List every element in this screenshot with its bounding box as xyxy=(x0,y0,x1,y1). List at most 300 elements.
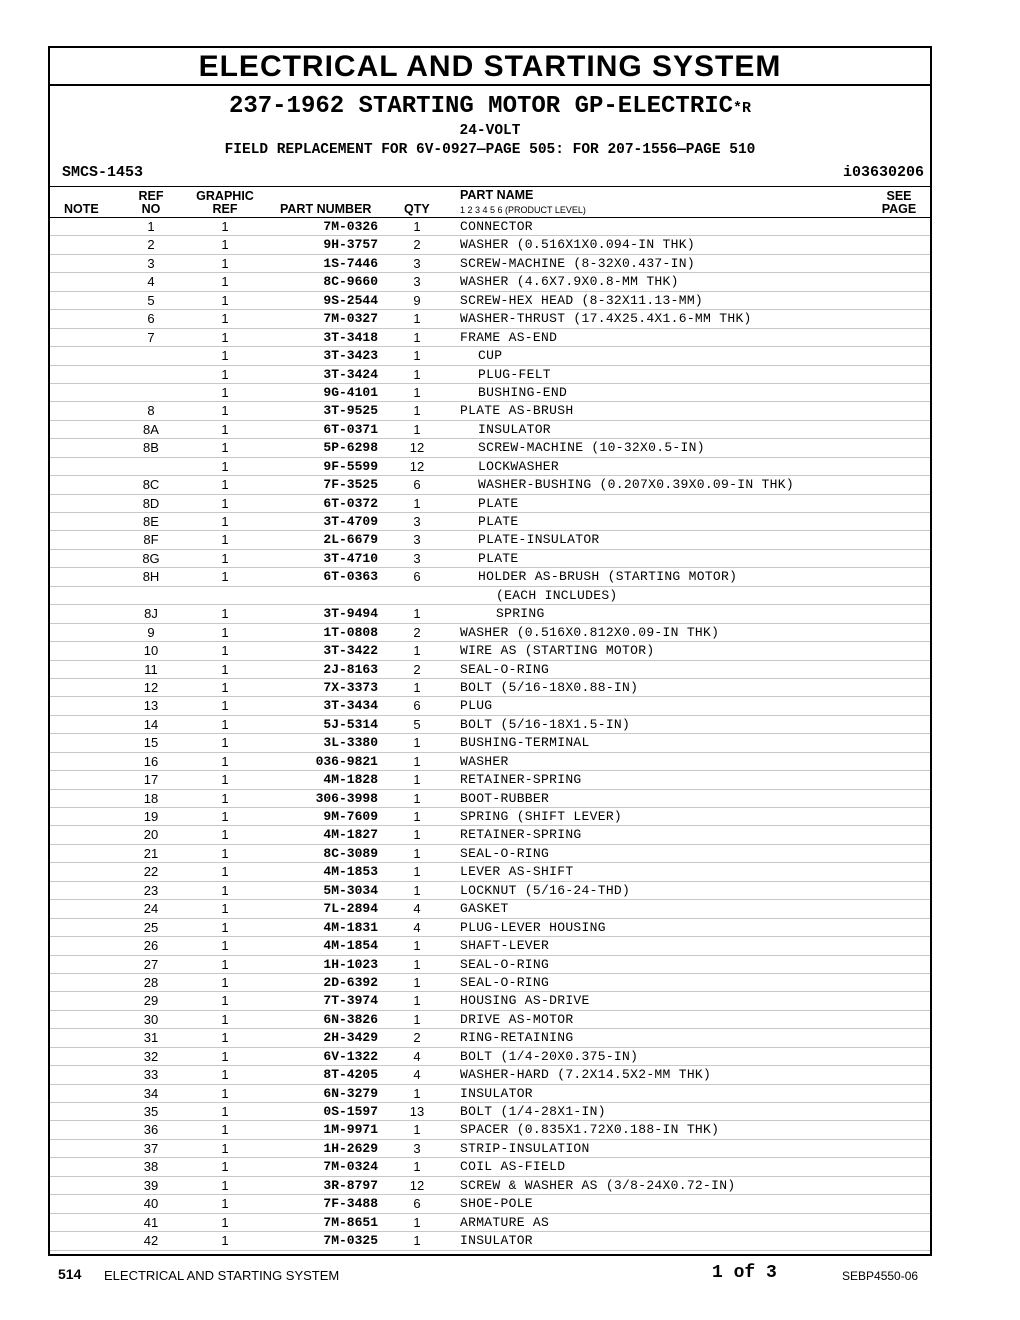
cell-part-number: 6T-0371 xyxy=(323,421,378,437)
cell-qty: 4 xyxy=(413,1048,421,1064)
cell-part-number: 2L-6679 xyxy=(323,532,378,548)
cell-qty: 13 xyxy=(409,1104,425,1119)
header-graphic-bottom: REF xyxy=(212,202,238,216)
cell-graphic-ref: 1 xyxy=(221,495,229,511)
cell-qty: 2 xyxy=(413,624,421,640)
table-row xyxy=(50,329,930,347)
cell-ref-no: 8C xyxy=(142,477,160,493)
header-product-level: 1 2 3 4 5 6 (PRODUCT LEVEL) xyxy=(460,205,586,215)
cell-part-name: STRIP-INSULATION xyxy=(460,1140,590,1156)
cell-graphic-ref: 1 xyxy=(221,698,229,714)
cell-part-number: 3T-9525 xyxy=(323,403,378,419)
cell-part-name: BOLT (1/4-28X1-IN) xyxy=(460,1104,606,1119)
cell-part-number: 4M-1853 xyxy=(323,864,378,880)
table-row xyxy=(50,273,930,291)
cell-qty: 4 xyxy=(413,1067,421,1083)
table-row xyxy=(50,531,930,549)
cell-part-number: 7M-0327 xyxy=(323,311,378,327)
table-row xyxy=(50,808,930,826)
cell-graphic-ref: 1 xyxy=(221,661,229,677)
table-row xyxy=(50,1011,930,1029)
cell-qty: 3 xyxy=(413,532,421,548)
cell-ref-no: 5 xyxy=(147,292,155,308)
cell-qty: 1 xyxy=(413,1214,421,1230)
cell-part-name: WASHER xyxy=(460,753,509,769)
cell-graphic-ref: 1 xyxy=(221,864,229,880)
cell-graphic-ref: 1 xyxy=(221,532,229,548)
cell-part-number: 2H-3429 xyxy=(323,1030,378,1046)
cell-part-number: 8T-4205 xyxy=(323,1067,378,1083)
cell-graphic-ref: 1 xyxy=(221,550,229,566)
cell-graphic-ref: 1 xyxy=(221,827,229,843)
cell-ref-no: 8J xyxy=(144,606,158,622)
cell-part-name: WASHER-HARD (7.2X14.5X2-MM THK) xyxy=(460,1067,712,1083)
cell-graphic-ref: 1 xyxy=(221,1233,229,1249)
footer-page-number: 514 xyxy=(58,1266,82,1282)
cell-ref-no: 13 xyxy=(143,698,159,714)
cell-qty: 2 xyxy=(413,1030,421,1046)
table-row xyxy=(50,236,930,254)
smcs-code: SMCS-1453 xyxy=(62,164,144,181)
cell-graphic-ref: 1 xyxy=(221,569,229,585)
table-row xyxy=(50,1177,930,1195)
cell-part-name: HOLDER AS-BRUSH (STARTING MOTOR) xyxy=(478,569,738,585)
cell-graphic-ref: 1 xyxy=(221,1104,229,1119)
cell-part-name: WASHER (0.516X1X0.094-IN THK) xyxy=(460,237,695,253)
cell-qty: 3 xyxy=(413,550,421,566)
cell-part-number: 9S-2544 xyxy=(323,292,378,308)
cell-qty: 1 xyxy=(413,1122,421,1138)
cell-ref-no: 3 xyxy=(147,255,155,271)
doc-id: i03630206 xyxy=(842,164,924,181)
cell-graphic-ref: 1 xyxy=(221,956,229,972)
cell-qty: 1 xyxy=(413,753,421,769)
cell-qty: 1 xyxy=(413,421,421,437)
cell-graphic-ref: 1 xyxy=(221,384,229,400)
cell-ref-no: 16 xyxy=(143,753,159,769)
table-row xyxy=(50,642,930,660)
cell-graphic-ref: 1 xyxy=(221,753,229,769)
cell-qty: 2 xyxy=(413,661,421,677)
cell-part-number: 7M-0325 xyxy=(323,1233,378,1249)
cell-ref-no: 29 xyxy=(143,993,159,1009)
cell-ref-no: 24 xyxy=(143,901,159,917)
table-row xyxy=(50,605,930,623)
cell-part-number: 1M-9971 xyxy=(323,1122,378,1138)
cell-graphic-ref: 1 xyxy=(221,882,229,898)
cell-qty: 1 xyxy=(413,993,421,1009)
header-note: NOTE xyxy=(64,202,99,216)
cell-part-name: DRIVE AS-MOTOR xyxy=(460,1011,574,1027)
cell-part-name: WIRE AS (STARTING MOTOR) xyxy=(460,643,655,659)
table-row xyxy=(50,716,930,734)
cell-graphic-ref: 1 xyxy=(221,716,229,732)
cell-graphic-ref: 1 xyxy=(221,255,229,271)
cell-qty: 1 xyxy=(413,219,421,234)
table-row xyxy=(50,513,930,531)
cell-qty: 1 xyxy=(413,956,421,972)
table-row xyxy=(50,568,930,586)
cell-graphic-ref: 1 xyxy=(221,845,229,861)
cell-part-number: 7F-3488 xyxy=(323,1196,378,1212)
cell-part-name: SEAL-O-RING xyxy=(460,956,550,972)
cell-graphic-ref: 1 xyxy=(221,1011,229,1027)
section-title: ELECTRICAL AND STARTING SYSTEM xyxy=(50,48,930,86)
cell-part-name: GASKET xyxy=(460,901,509,917)
table-row xyxy=(50,734,930,752)
cell-qty: 1 xyxy=(413,348,421,364)
cell-part-name: BUSHING-END xyxy=(478,384,568,400)
cell-part-name: PLUG xyxy=(460,698,493,714)
cell-part-number: 3T-3434 xyxy=(323,698,378,714)
table-row xyxy=(50,937,930,955)
cell-part-name: SPRING (SHIFT LEVER) xyxy=(460,809,623,824)
cell-qty: 12 xyxy=(409,440,425,456)
cell-part-name: BOLT (5/16-18X0.88-IN) xyxy=(460,679,639,695)
cell-part-number: 3T-3422 xyxy=(323,643,378,659)
cell-part-number: 3R-8797 xyxy=(323,1177,378,1193)
cell-part-number: 9G-4101 xyxy=(323,384,378,400)
cell-graphic-ref: 1 xyxy=(221,790,229,806)
cell-part-number: 9M-7609 xyxy=(323,809,378,824)
cell-qty: 9 xyxy=(413,292,421,308)
table-row xyxy=(50,1103,930,1121)
field-replacement-note: FIELD REPLACEMENT FOR 6V-0927—PAGE 505: FOR 207-1556—PAGE 510 xyxy=(224,142,756,158)
cell-part-name: PLATE xyxy=(478,550,519,566)
group-title xyxy=(50,94,930,122)
cell-ref-no: 1 xyxy=(147,219,155,234)
cell-graphic-ref: 1 xyxy=(221,1122,229,1138)
cell-part-number: 8C-3089 xyxy=(323,845,378,861)
cell-part-number: 1T-0808 xyxy=(323,624,378,640)
cell-qty: 1 xyxy=(413,772,421,788)
cell-ref-no: 8A xyxy=(143,421,159,437)
cell-ref-no: 9 xyxy=(147,624,155,640)
cell-ref-no: 37 xyxy=(143,1140,159,1156)
cell-part-name: LOCKWASHER xyxy=(478,458,560,474)
cell-part-number: 4M-1831 xyxy=(323,919,378,935)
cell-qty: 2 xyxy=(413,237,421,253)
header-part-name: PART NAME xyxy=(460,188,534,202)
cell-part-number: 5P-6298 xyxy=(323,440,378,456)
cell-part-name: CUP xyxy=(478,348,503,364)
table-row xyxy=(50,292,930,310)
cell-ref-no: 8B xyxy=(143,440,159,456)
cell-part-number: 3L-3380 xyxy=(323,735,378,751)
cell-graphic-ref: 1 xyxy=(221,366,229,382)
cell-ref-no: 8F xyxy=(143,532,159,548)
table-row xyxy=(50,218,930,236)
cell-part-name: SCREW-HEX HEAD (8-32X11.13-MM) xyxy=(460,292,704,308)
group-title-text: 237-1962 STARTING MOTOR GP-ELECTRIC xyxy=(228,93,734,120)
cell-ref-no: 11 xyxy=(144,661,158,677)
cell-part-name: RETAINER-SPRING xyxy=(460,772,582,788)
cell-ref-no: 14 xyxy=(143,716,159,732)
cell-graphic-ref: 1 xyxy=(221,624,229,640)
cell-ref-no: 8G xyxy=(142,550,160,566)
cell-part-number: 1H-1023 xyxy=(323,956,378,972)
table-row xyxy=(50,624,930,642)
table-row xyxy=(50,347,930,365)
cell-part-number: 7F-3525 xyxy=(323,477,378,493)
cell-part-name: WASHER-BUSHING (0.207X0.39X0.09-IN THK) xyxy=(478,477,794,493)
cell-graphic-ref: 1 xyxy=(221,274,229,290)
cell-ref-no: 38 xyxy=(143,1159,159,1175)
cell-graphic-ref: 1 xyxy=(221,1067,229,1083)
cell-qty: 1 xyxy=(413,845,421,861)
cell-ref-no: 26 xyxy=(143,938,159,954)
cell-part-number: 3T-3423 xyxy=(323,348,378,364)
header-see-bottom: PAGE xyxy=(881,202,917,216)
cell-part-name: WASHER (4.6X7.9X0.8-MM THK) xyxy=(460,274,679,290)
cell-part-name: BOLT (5/16-18X1.5-IN) xyxy=(460,716,631,732)
cell-part-name: SEAL-O-RING xyxy=(460,845,550,861)
cell-qty: 6 xyxy=(413,477,421,493)
table-row xyxy=(50,1048,930,1066)
table-row xyxy=(50,439,930,457)
table-row xyxy=(50,1232,930,1250)
cell-graphic-ref: 1 xyxy=(221,237,229,253)
table-row xyxy=(50,1066,930,1084)
table-header xyxy=(50,187,930,218)
cell-graphic-ref: 1 xyxy=(221,1085,229,1101)
cell-qty: 3 xyxy=(413,514,421,529)
header-qty: QTY xyxy=(404,202,430,216)
header-part-number: PART NUMBER xyxy=(280,202,372,216)
cell-part-number: 7M-0326 xyxy=(323,219,378,234)
table-row xyxy=(50,255,930,273)
footer-section: ELECTRICAL AND STARTING SYSTEM xyxy=(104,1268,340,1283)
cell-part-name: INSULATOR xyxy=(460,1233,533,1249)
cell-ref-no: 22 xyxy=(143,864,159,880)
cell-graphic-ref: 1 xyxy=(221,901,229,917)
cell-ref-no: 23 xyxy=(143,882,159,898)
page-footer xyxy=(0,1263,1020,1290)
table-row xyxy=(50,458,930,476)
cell-part-number: 306-3998 xyxy=(315,790,378,806)
cell-graphic-ref: 1 xyxy=(221,1159,229,1175)
cell-part-name: BUSHING-TERMINAL xyxy=(460,735,590,751)
cell-part-name: COIL AS-FIELD xyxy=(460,1159,566,1175)
cell-part-number: 4M-1854 xyxy=(323,938,378,954)
cell-qty: 1 xyxy=(413,1085,421,1101)
cell-graphic-ref: 1 xyxy=(221,1177,229,1193)
cell-ref-no: 7 xyxy=(147,329,155,345)
table-row xyxy=(50,679,930,697)
header-see-top: SEE xyxy=(886,189,912,203)
footer-page-of: 1 of 3 xyxy=(712,1263,777,1283)
cell-graphic-ref: 1 xyxy=(221,993,229,1009)
cell-graphic-ref: 1 xyxy=(221,1196,229,1212)
cell-part-number: 5M-3034 xyxy=(323,882,378,898)
group-title-suffix: *R xyxy=(733,100,752,117)
cell-part-name: BOLT (1/4-20X0.375-IN) xyxy=(460,1048,639,1064)
cell-part-number: 6T-0363 xyxy=(323,569,378,585)
cell-part-name: SPACER (0.835X1.72X0.188-IN THK) xyxy=(460,1122,720,1138)
table-row xyxy=(50,753,930,771)
cell-part-name: BOOT-RUBBER xyxy=(460,790,550,806)
table-row xyxy=(50,550,930,568)
cell-part-name: ARMATURE AS xyxy=(460,1214,550,1230)
cell-qty: 1 xyxy=(413,329,421,345)
cell-ref-no: 39 xyxy=(143,1177,159,1193)
table-row xyxy=(50,1140,930,1158)
cell-ref-no: 15 xyxy=(143,735,159,751)
voltage-label: 24-VOLT xyxy=(459,123,521,139)
cell-part-name: PLATE AS-BRUSH xyxy=(460,403,574,419)
cell-part-name: WASHER-THRUST (17.4X25.4X1.6-MM THK) xyxy=(460,311,752,327)
cell-part-number: 7M-0324 xyxy=(323,1159,378,1175)
table-row xyxy=(50,1195,930,1213)
cell-ref-no: 18 xyxy=(143,790,159,806)
cell-graphic-ref: 1 xyxy=(221,679,229,695)
cell-ref-no: 8 xyxy=(147,403,155,419)
cell-part-number: 9H-3757 xyxy=(323,237,378,253)
cell-qty: 1 xyxy=(413,384,421,400)
cell-qty: 1 xyxy=(413,864,421,880)
table-row xyxy=(50,366,930,384)
cell-qty: 6 xyxy=(413,698,421,714)
cell-graphic-ref: 1 xyxy=(221,440,229,456)
cell-part-number: 5J-5314 xyxy=(323,716,378,732)
cell-part-number: 4M-1827 xyxy=(323,827,378,843)
cell-qty: 3 xyxy=(413,274,421,290)
table-row xyxy=(50,476,930,494)
cell-ref-no: 25 xyxy=(143,919,159,935)
cell-ref-no: 2 xyxy=(147,237,155,253)
cell-qty: 3 xyxy=(413,255,421,271)
cell-graphic-ref: 1 xyxy=(221,809,229,824)
table-row xyxy=(50,956,930,974)
table-row xyxy=(50,863,930,881)
table-row xyxy=(50,402,930,420)
cell-qty: 1 xyxy=(413,735,421,751)
cell-qty: 1 xyxy=(413,606,421,622)
cell-ref-no: 12 xyxy=(143,679,159,695)
cell-part-name: PLATE xyxy=(478,495,519,511)
cell-qty: 1 xyxy=(413,403,421,419)
cell-ref-no: 21 xyxy=(143,845,159,861)
cell-qty: 1 xyxy=(413,1011,421,1027)
cell-part-name: CONNECTOR xyxy=(460,219,533,234)
cell-qty: 6 xyxy=(413,1196,421,1212)
cell-graphic-ref: 1 xyxy=(221,974,229,990)
cell-qty: 3 xyxy=(413,1140,421,1156)
cell-part-name: SHOE-POLE xyxy=(460,1196,533,1212)
cell-graphic-ref: 1 xyxy=(221,1048,229,1064)
cell-part-name: SCREW-MACHINE (8-32X0.437-IN) xyxy=(460,255,695,271)
cell-part-name: SPRING xyxy=(496,606,545,622)
cell-part-name: (EACH INCLUDES) xyxy=(496,587,618,603)
cell-part-name: INSULATOR xyxy=(478,421,551,437)
cell-qty: 1 xyxy=(413,790,421,806)
header-graphic-top: GRAPHIC xyxy=(196,189,254,203)
cell-part-number: 036-9821 xyxy=(315,753,378,769)
cell-graphic-ref: 1 xyxy=(221,1140,229,1156)
table-row xyxy=(50,1158,930,1176)
cell-part-number: 3T-3418 xyxy=(323,329,378,345)
cell-part-name: FRAME AS-END xyxy=(460,329,558,345)
table-row xyxy=(50,661,930,679)
cell-part-number: 6V-1322 xyxy=(323,1048,378,1064)
table-row xyxy=(50,900,930,918)
cell-qty: 5 xyxy=(413,716,421,732)
smcs-bar xyxy=(50,160,930,187)
cell-part-name: PLUG-LEVER HOUSING xyxy=(460,919,606,935)
cell-qty: 1 xyxy=(413,1233,421,1249)
cell-graphic-ref: 1 xyxy=(221,219,229,234)
cell-part-name: HOUSING AS-DRIVE xyxy=(460,993,590,1009)
cell-part-name: LOCKNUT (5/16-24-THD) xyxy=(460,882,631,898)
cell-graphic-ref: 1 xyxy=(221,348,229,364)
cell-part-number: 3T-4709 xyxy=(323,514,378,529)
header-ref-bottom: NO xyxy=(141,202,161,216)
cell-ref-no: 40 xyxy=(143,1196,159,1212)
cell-ref-no: 19 xyxy=(143,809,159,824)
cell-part-number: 6N-3826 xyxy=(323,1011,378,1027)
cell-part-number: 7X-3373 xyxy=(323,679,378,695)
cell-part-number: 9F-5599 xyxy=(323,458,378,474)
table-row xyxy=(50,771,930,789)
cell-part-name: PLATE-INSULATOR xyxy=(478,532,600,548)
cell-part-name: RING-RETAINING xyxy=(460,1030,574,1046)
cell-ref-no: 31 xyxy=(143,1030,159,1046)
cell-graphic-ref: 1 xyxy=(221,403,229,419)
cell-part-number: 2J-8163 xyxy=(323,661,378,677)
cell-ref-no: 8D xyxy=(142,495,160,511)
cell-part-name: PLATE xyxy=(478,514,519,529)
cell-ref-no: 34 xyxy=(143,1085,159,1101)
cell-graphic-ref: 1 xyxy=(221,421,229,437)
cell-qty: 12 xyxy=(409,1177,425,1193)
cell-part-number: 3T-9494 xyxy=(323,606,378,622)
cell-ref-no: 20 xyxy=(143,827,159,843)
cell-ref-no: 35 xyxy=(143,1104,159,1119)
table-row xyxy=(50,587,930,605)
cell-ref-no: 6 xyxy=(147,311,155,327)
cell-part-number: 7T-3974 xyxy=(323,993,378,1009)
cell-graphic-ref: 1 xyxy=(221,1214,229,1230)
cell-ref-no: 41 xyxy=(143,1214,159,1230)
table-row xyxy=(50,992,930,1010)
cell-part-name: SEAL-O-RING xyxy=(460,661,550,677)
cell-ref-no: 17 xyxy=(143,772,159,788)
cell-qty: 12 xyxy=(409,458,425,474)
cell-ref-no: 8E xyxy=(143,514,159,529)
table-row xyxy=(50,1029,930,1047)
cell-qty: 1 xyxy=(413,643,421,659)
cell-part-name: SCREW-MACHINE (10-32X0.5-IN) xyxy=(478,440,705,456)
cell-qty: 1 xyxy=(413,974,421,990)
cell-part-name: SCREW & WASHER AS (3/8-24X0.72-IN) xyxy=(460,1177,736,1193)
cell-part-number: 6N-3279 xyxy=(323,1085,378,1101)
table-row xyxy=(50,1214,930,1232)
cell-ref-no: 8H xyxy=(142,569,160,585)
cell-part-number: 7L-2894 xyxy=(323,901,378,917)
table-row xyxy=(50,919,930,937)
cell-qty: 1 xyxy=(413,827,421,843)
cell-graphic-ref: 1 xyxy=(221,606,229,622)
cell-part-number: 6T-0372 xyxy=(323,495,378,511)
cell-part-number: 0S-1597 xyxy=(323,1104,378,1119)
cell-qty: 4 xyxy=(413,901,421,917)
table-row xyxy=(50,845,930,863)
cell-graphic-ref: 1 xyxy=(221,735,229,751)
cell-part-name: SEAL-O-RING xyxy=(460,974,550,990)
cell-part-number: 2D-6392 xyxy=(323,974,378,990)
table-row xyxy=(50,826,930,844)
cell-part-name: RETAINER-SPRING xyxy=(460,827,582,843)
